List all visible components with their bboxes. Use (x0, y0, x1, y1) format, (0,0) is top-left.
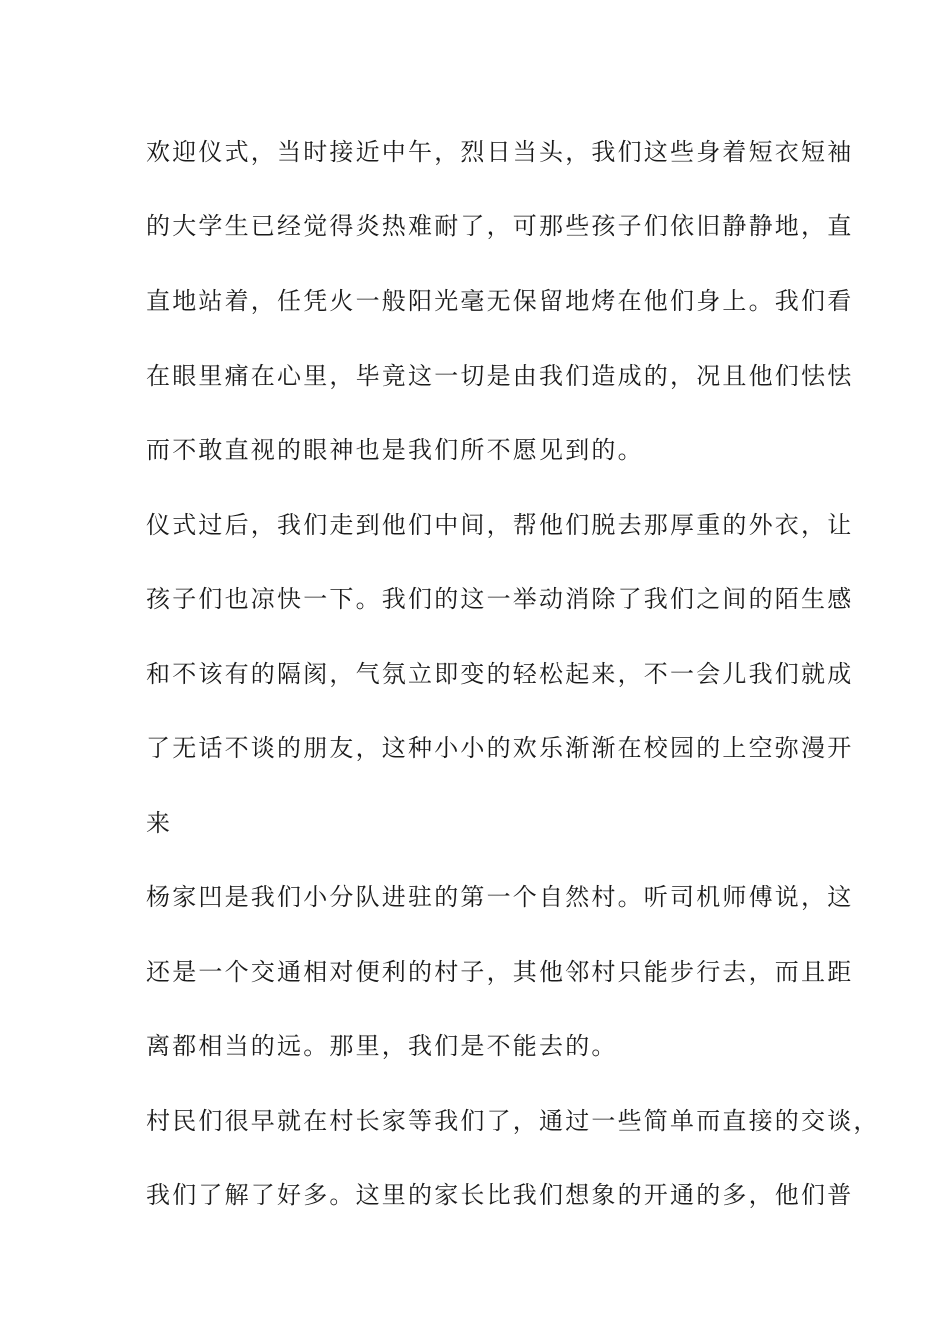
text-line: 和不该有的隔阂，气氛立即变的轻松起来，不一会儿我们就成 (146, 660, 854, 688)
text-line: 我们了解了好多。这里的家长比我们想象的开通的多，他们普 (146, 1181, 854, 1209)
text-line: 而不敢直视的眼神也是我们所不愿见到的。 (146, 436, 644, 464)
text-line: 村民们很早就在村长家等我们了，通过一些简单而直接的交谈， (146, 1107, 880, 1135)
text-line: 欢迎仪式，当时接近中午，烈日当头，我们这些身着短衣短袖 (146, 138, 854, 166)
text-line: 来 (146, 809, 173, 837)
text-line: 在眼里痛在心里，毕竟这一切是由我们造成的，况且他们怯怯 (146, 362, 854, 390)
text-line: 杨家凹是我们小分队进驻的第一个自然村。听司机师傅说，这 (146, 883, 854, 911)
text-line: 的大学生已经觉得炎热难耐了，可那些孩子们依旧静静地，直 (146, 212, 854, 240)
text-line: 离都相当的远。那里，我们是不能去的。 (146, 1032, 618, 1060)
text-line: 了无话不谈的朋友，这种小小的欢乐渐渐在校园的上空弥漫开 (146, 734, 854, 762)
text-line: 直地站着，任凭火一般阳光毫无保留地烤在他们身上。我们看 (146, 287, 854, 315)
text-line: 孩子们也凉快一下。我们的这一举动消除了我们之间的陌生感 (146, 585, 854, 613)
text-line: 仪式过后，我们走到他们中间，帮他们脱去那厚重的外衣，让 (146, 511, 854, 539)
text-line: 还是一个交通相对便利的村子，其他邻村只能步行去，而且距 (146, 958, 854, 986)
